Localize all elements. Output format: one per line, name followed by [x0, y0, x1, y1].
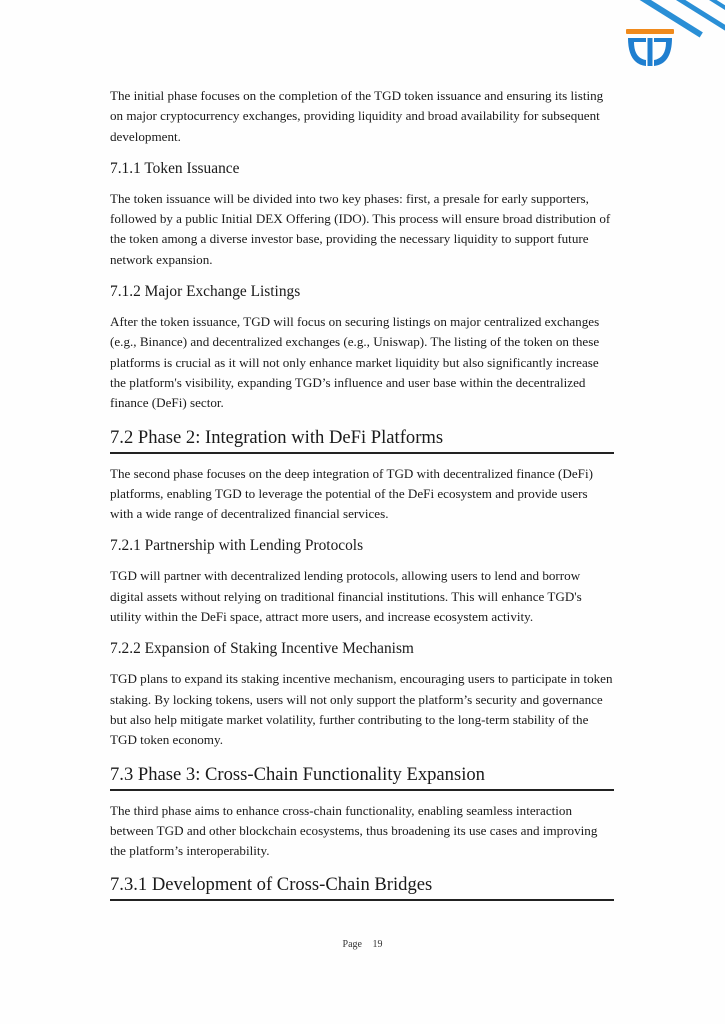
page-number: 19	[372, 939, 383, 950]
paragraph-7-2-1: TGD will partner with decentralized lending protocols, allowing users to lend and borrow digital assets without relying on traditional financial institutions. This will enhance TGD's utility within the DeFi space, attract more users, and increase ecosystem activity.	[110, 568, 582, 625]
paragraph-7-1-2: After the token issuance, TGD will focus on securing listings on major centralized exchanges (e.g., Binance) and decentralized exchanges (e.g., Uniswap). The listing of the token on these platforms is crucial as it will not only enhance market liquidity but also significantly increase the platform's visibility, expanding TGD’s influence and user base within the decentralized finance (DeFi) sector.	[110, 314, 600, 411]
heading-7-3: 7.3 Phase 3: Cross-Chain Functionality Expansion	[110, 763, 614, 791]
paragraph-7-2-2: TGD plans to expand its staking incentive mechanism, encouraging users to participate in token staking. By locking tokens, users will not only support the platform’s security and governance but also help mitigate market volatility, further contributing to the long-term stability of the TGD token economy.	[110, 671, 613, 748]
page-footer	[0, 939, 725, 950]
heading-7-2-1: 7.2.1 Partnership with Lending Protocols	[110, 537, 364, 555]
tgd-logo-icon	[620, 26, 680, 70]
paragraph-7-1-1: The token issuance will be divided into two key phases: first, a presale for early supporters, followed by a public Initial DEX Offering (IDO). This process will ensure broad distribution of the token among a diverse investor base, providing the necessary liquidity to support future network expansion.	[110, 190, 611, 267]
paragraph-7-2: The second phase focuses on the deep integration of TGD with decentralized finance (DeFi) platforms, enabling TGD to leverage the potential of the DeFi ecosystem and provide users with a wide range of decentralized financial services.	[110, 465, 593, 522]
document-body	[110, 86, 614, 911]
heading-7-2-2: 7.2.2 Expansion of Staking Incentive Mechanism	[110, 640, 414, 658]
paragraph-7-3: The third phase aims to enhance cross-chain functionality, enabling seamless interaction between TGD and other blockchain ecosystems, thus broadening its use cases and improving the platform’s interoperability.	[110, 802, 598, 859]
heading-7-2: 7.2 Phase 2: Integration with DeFi Platforms	[110, 426, 614, 454]
page-label: Page	[342, 939, 362, 950]
heading-7-1-1: 7.1.1 Token Issuance	[110, 159, 240, 177]
heading-7-3-1: 7.3.1 Development of Cross-Chain Bridges	[110, 873, 614, 901]
heading-7-1-2: 7.1.2 Major Exchange Listings	[110, 283, 301, 301]
intro-paragraph: The initial phase focuses on the completion of the TGD token issuance and ensuring its listing on major cryptocurrency exchanges, providing liquidity and broad availability for subsequent development.	[110, 88, 604, 144]
